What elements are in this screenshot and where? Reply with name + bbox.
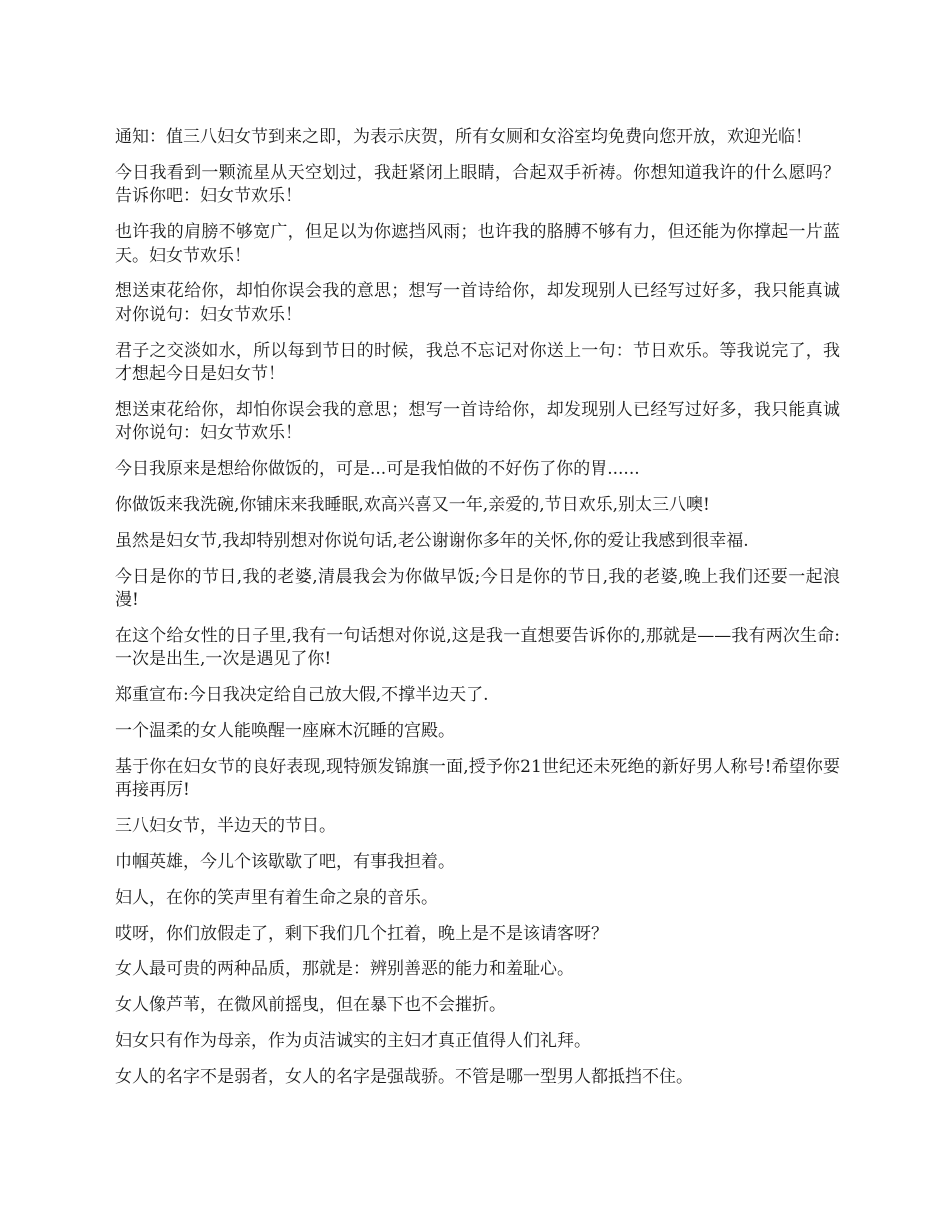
paragraph: 妇人，在你的笑声里有着生命之泉的音乐。 [115, 887, 438, 908]
paragraph: 巾帼英雄，今儿个该歇歇了吧，有事我担着。 [115, 851, 455, 872]
paragraph: 虽然是妇女节,我却特别想对你说句话,老公谢谢你多年的关怀,你的爱让我感到很幸福. [115, 530, 749, 551]
paragraph: 想送束花给你，却怕你误会我的意思；想写一首诗给你，却发现别人已经写过好多，我只能真诚对你说句：妇女节欢乐！ [115, 281, 840, 325]
paragraph: 今日是你的节日,我的老婆,清晨我会为你做早饭;今日是你的节日,我的老婆,晚上我们还要一起浪漫! [115, 566, 840, 611]
paragraph: 君子之交淡如水，所以每到节日的时候，我总不忘记对你送上一句：节日欢乐。等我说完了，我才想起今日是妇女节！ [115, 340, 840, 385]
paragraph: 也许我的肩膀不够宽广，但足以为你遮挡风雨；也许我的胳膊不够有力，但还能为你撑起一片蓝天。妇女节欢乐！ [115, 222, 840, 266]
paragraph: 妇女只有作为母亲，作为贞洁诚实的主妇才真正值得人们礼拜。 [115, 1030, 591, 1051]
paragraph: 在这个给女性的日子里,我有一句话想对你说,这是我一直想要告诉你的,那就是——我有两次生命:一次是出生,一次是遇见了你! [115, 625, 840, 670]
paragraph: 女人像芦苇，在微风前摇曳，但在暴下也不会摧折。 [115, 995, 506, 1016]
paragraph: 你做饭来我洗碗,你铺床来我睡眠,欢高兴喜又一年,亲爱的,节日欢乐,别太三八噢! [115, 495, 710, 516]
paragraph: 郑重宣布:今日我决定给自己放大假,不撑半边天了. [115, 685, 489, 706]
paragraph: 女人最可贵的两种品质，那就是：辨别善恶的能力和羞耻心。 [115, 959, 574, 980]
paragraph: 基于你在妇女节的良好表现,现特颁发锦旗一面,授予你21世纪还未死绝的新好男人称号!希望你要再接再厉! [115, 756, 840, 801]
paragraph: 女人的名字不是弱者，女人的名字是强哉骄。不管是哪一型男人都抵挡不住。 [115, 1066, 693, 1087]
paragraph: 通知：值三八妇女节到来之即，为表示庆贺，所有女厕和女浴室均免费向您开放，欢迎光临！ [115, 127, 812, 147]
paragraph: 哎呀，你们放假走了，剩下我们几个扛着，晚上是不是该请客呀？ [115, 923, 608, 944]
paragraph: 想送束花给你，却怕你误会我的意思；想写一首诗给你，却发现别人已经写过好多，我只能真诚对你说句：妇女节欢乐！ [115, 399, 840, 444]
paragraph: 今日我原来是想给你做饭的，可是...可是我怕做的不好伤了你的胃...... [115, 459, 640, 480]
paragraph: 三八妇女节，半边天的节日。 [115, 816, 336, 837]
paragraph: 今日我看到一颗流星从天空划过，我赶紧闭上眼睛，合起双手祈祷。你想知道我许的什么愿吗？告诉你吧：妇女节欢乐！ [115, 162, 840, 207]
document-body [115, 126, 840, 1102]
paragraph: 一个温柔的女人能唤醒一座麻木沉睡的宫殿。 [115, 721, 455, 742]
